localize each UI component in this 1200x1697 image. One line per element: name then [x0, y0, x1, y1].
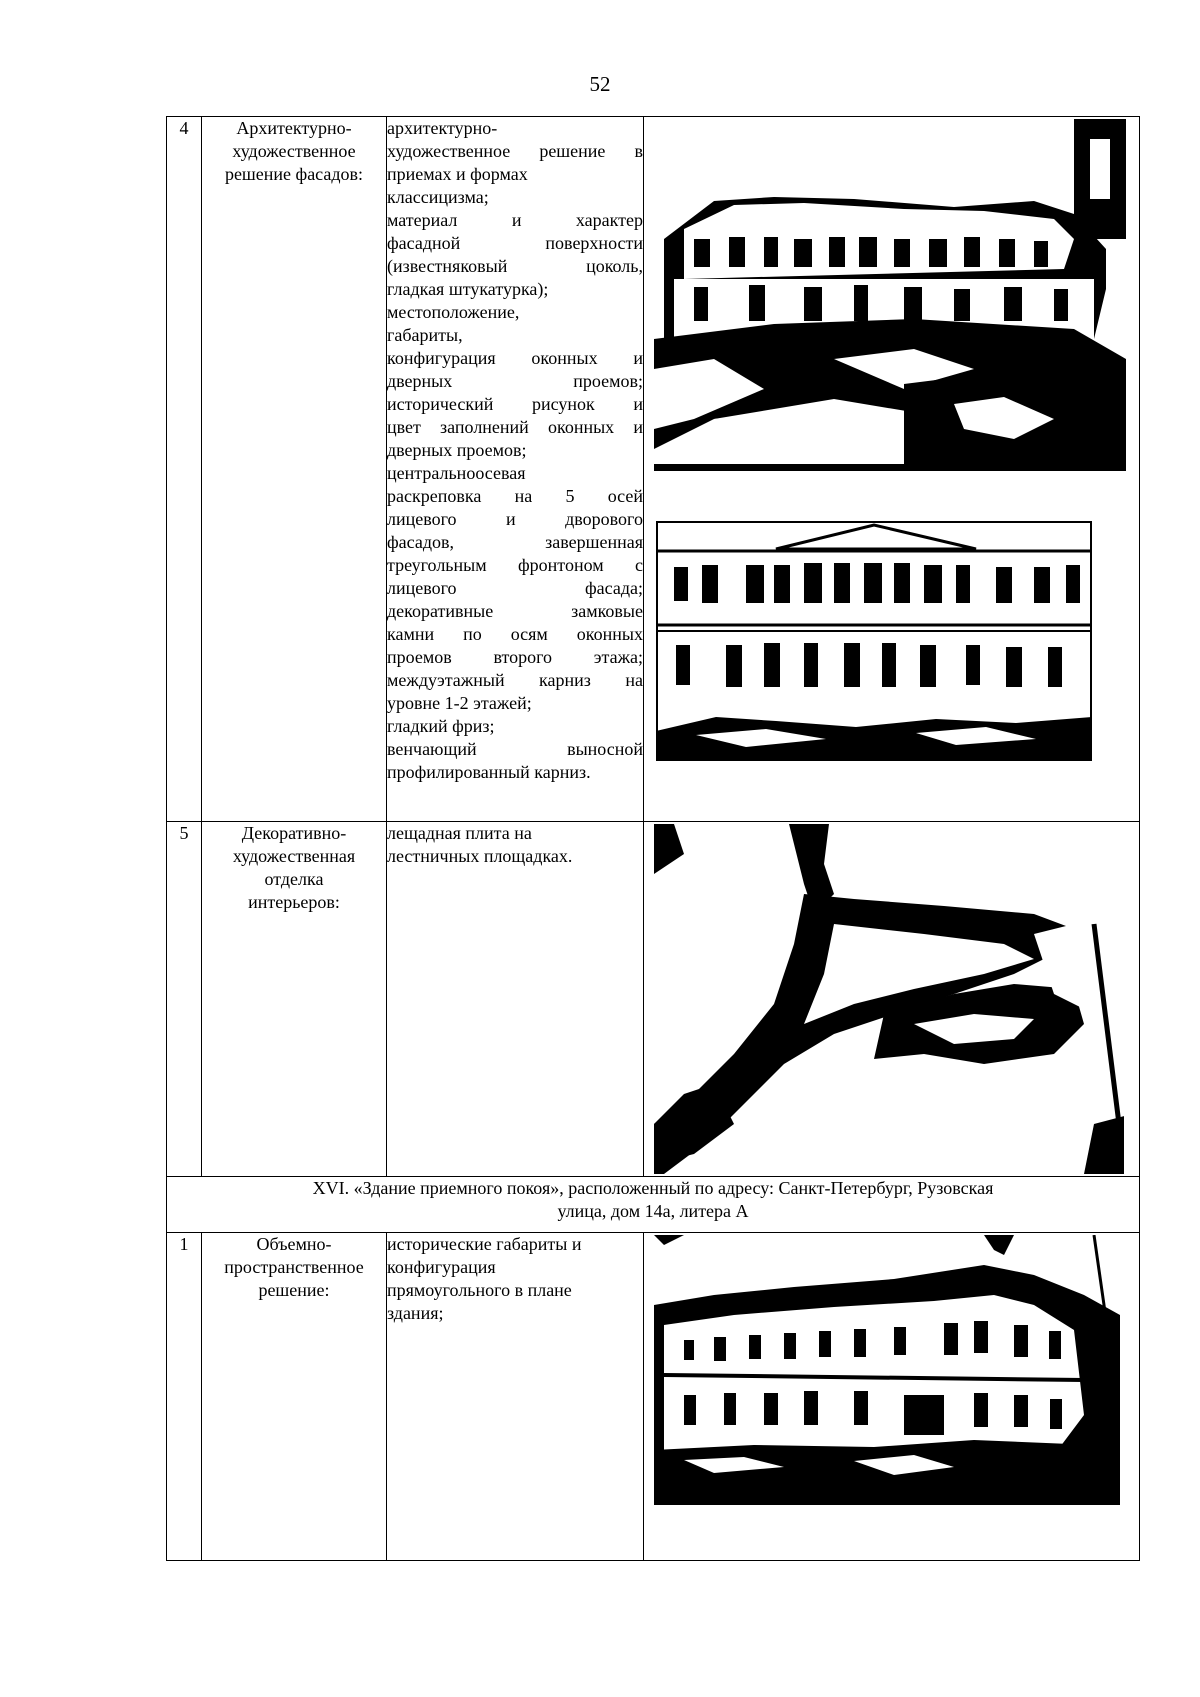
desc-line: конфигурация оконных и: [387, 348, 643, 368]
table-row: [167, 822, 1140, 1177]
desc-line: прямоугольного в плане: [387, 1280, 572, 1300]
heading-line: Декоративно-: [241, 823, 347, 843]
desc-line: габариты,: [387, 325, 463, 345]
row-heading: [202, 1233, 387, 1561]
desc-line: фасадов, завершенная: [387, 532, 643, 552]
desc-line: центральноосевая: [387, 463, 526, 483]
heading-line: решение:: [258, 1280, 330, 1300]
photo-cell: [644, 1233, 1140, 1561]
desc-line: декоративные замковые: [387, 601, 643, 621]
staircase-landing-photo: [654, 824, 1132, 1174]
desc-line: классицизма;: [387, 187, 489, 207]
desc-line: проемов второго этажа;: [387, 647, 643, 667]
heading-line: решение фасадов:: [224, 164, 364, 184]
desc-line: дверных проемов;: [387, 371, 643, 391]
desc-line: гладкий фриз;: [387, 716, 495, 736]
row-number: 5: [167, 822, 202, 1177]
desc-line: треугольным фронтоном с: [387, 555, 643, 575]
row-number: 1: [167, 1233, 202, 1561]
desc-line: уровне 1-2 этажей;: [387, 693, 532, 713]
section-title-line: улица, дом 14а, литера А: [557, 1201, 749, 1221]
desc-line: венчающий выносной: [387, 739, 643, 759]
heading-line: Объемно-: [256, 1234, 332, 1254]
desc-line: (известняковый цоколь,: [387, 256, 643, 276]
row-description: [387, 117, 644, 822]
protection-items-table: [166, 116, 1140, 1561]
heading-line: интерьеров:: [248, 892, 340, 912]
desc-line: профилированный карниз.: [387, 762, 591, 782]
desc-line: раскреповка на 5 осей: [387, 486, 643, 506]
desc-line: конфигурация: [387, 1257, 496, 1277]
desc-line: дверных проемов;: [387, 440, 527, 460]
desc-line: местоположение,: [387, 302, 520, 322]
section-title-line: XVI. «Здание приемного покоя», расположенный по адресу: Санкт-Петербург, Рузовская: [312, 1178, 994, 1198]
desc-line: цвет заполнений оконных и: [387, 417, 643, 437]
desc-line: лицевого и дворового: [387, 509, 643, 529]
desc-line: лестничных площадках.: [387, 846, 573, 866]
desc-line: материал и характер: [387, 210, 643, 230]
row-description: [387, 822, 644, 1177]
heading-line: Архитектурно-: [236, 118, 352, 138]
facade-photo-street: [656, 521, 1092, 761]
row-heading: [202, 822, 387, 1177]
desc-line: исторический рисунок и: [387, 394, 643, 414]
reception-building-photo: [654, 1235, 1120, 1505]
desc-line: исторические габариты и: [387, 1234, 582, 1254]
desc-line: лещадная плита на: [387, 823, 532, 843]
heading-line: художественное: [232, 141, 356, 161]
heading-line: отделка: [264, 869, 324, 889]
desc-line: лицевого фасада;: [387, 578, 643, 598]
row-heading: [202, 117, 387, 822]
desc-line: архитектурно-: [387, 118, 498, 138]
row-description: [387, 1233, 644, 1561]
facade-photo-courtyard: [654, 119, 1126, 471]
table-row: [167, 1233, 1140, 1561]
desc-line: гладкая штукатурка);: [387, 279, 549, 299]
page-number: 52: [589, 72, 611, 96]
desc-line: междуэтажный карниз на: [387, 670, 643, 690]
desc-line: фасадной поверхности: [387, 233, 643, 253]
heading-line: художественная: [232, 846, 356, 866]
table-row: [167, 117, 1140, 822]
photo-cell: [644, 822, 1140, 1177]
section-title-row: [167, 1177, 1140, 1233]
desc-line: камни по осям оконных: [387, 624, 643, 644]
desc-line: здания;: [387, 1303, 444, 1323]
desc-line: художественное решение в: [387, 141, 643, 161]
desc-line: приемах и формах: [387, 164, 528, 184]
heading-line: пространственное: [224, 1257, 364, 1277]
photo-cell: [644, 117, 1140, 822]
section-title: [167, 1177, 1140, 1233]
row-number: 4: [167, 117, 202, 822]
